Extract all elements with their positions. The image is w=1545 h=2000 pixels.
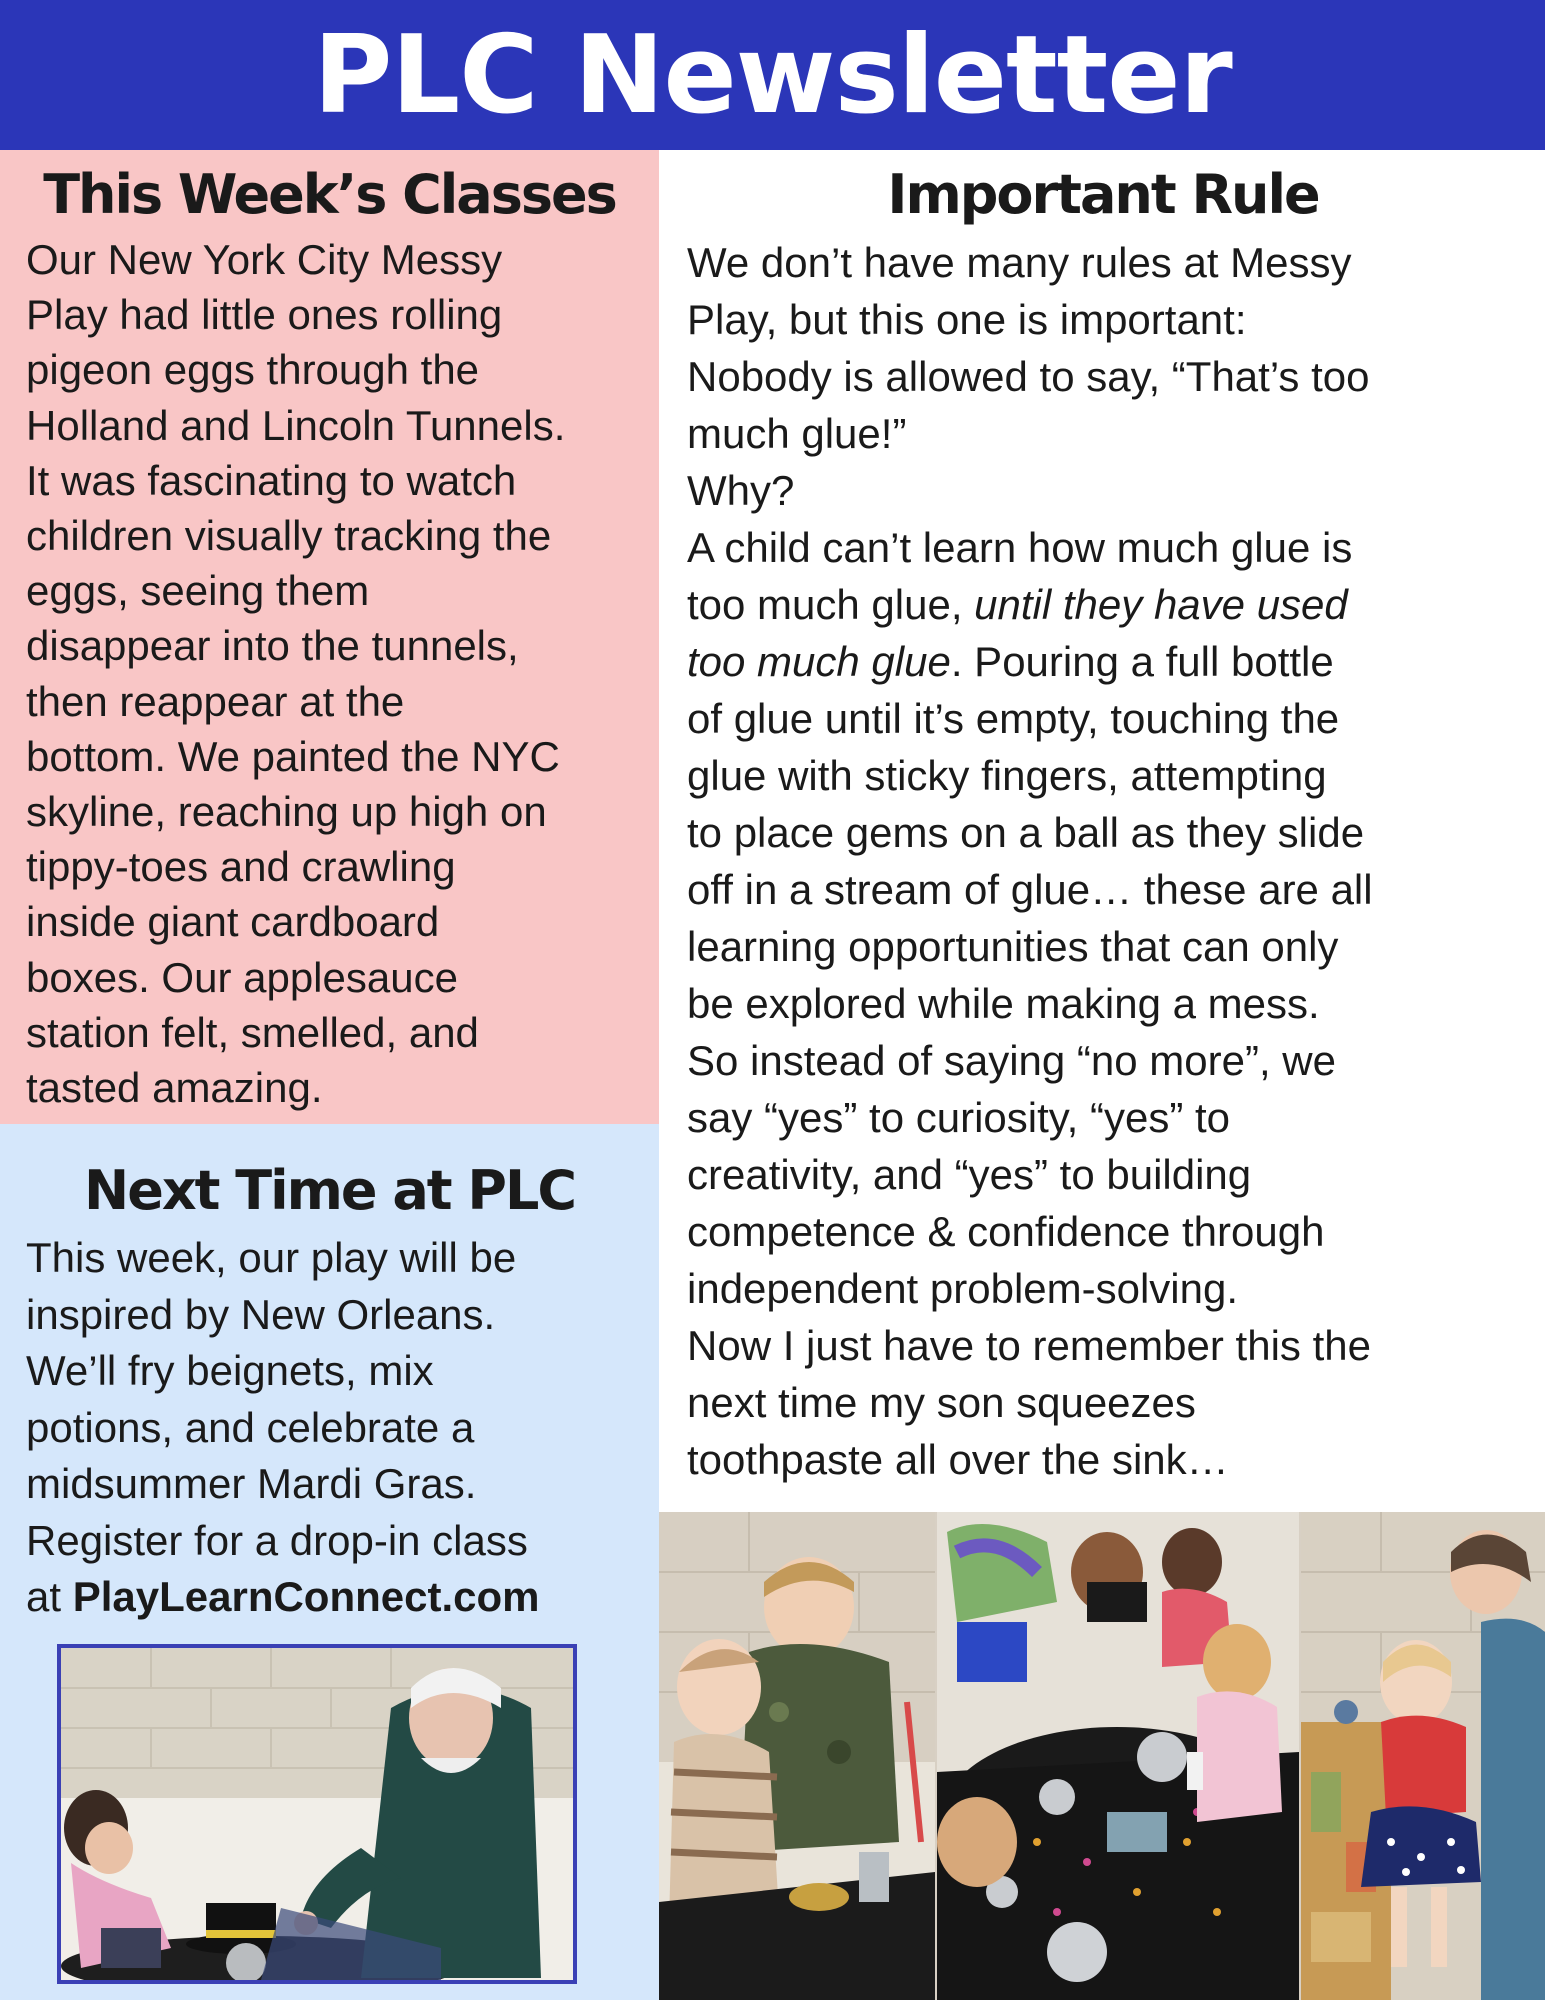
rule-body — [687, 234, 1519, 1488]
photo-child-and-grandfather — [57, 1644, 577, 1984]
rule-text-end: . Pouring a full bottle of glue until it’s empty, touching the glue with sticky fingers, attempting to place gems on a ball as they slide off in a stream of glue… these are all learning opportunities that can only be explored while making a mess. So instead of saying “no more”, we say “yes” to curiosity, “yes” to creativity, and “yes” to building competence & confidence through independent problem-solving. Now I just have to remember this the next time my son squeezes toothpaste all over the sink… — [687, 638, 1373, 1483]
rule-text-italic: until they have used too much glue — [687, 581, 1348, 685]
newsletter-title: PLC Newsletter — [313, 12, 1232, 138]
photo-collage — [659, 1512, 1545, 2000]
next-time-heading: Next Time at PLC — [84, 1159, 575, 1222]
photo-boys-at-tray — [659, 1512, 935, 2000]
classes-heading: This Week’s Classes — [43, 163, 616, 226]
next-time-text: This week, our play will be inspired by New Orleans. We’ll fry beignets, mix potions, and celebrate a midsummer Mardi Gras. Register for a drop-in class at — [26, 1234, 528, 1620]
website-link[interactable]: PlayLearnConnect.com — [72, 1573, 540, 1620]
rule-heading: Important Rule — [887, 163, 1319, 226]
this-weeks-classes-panel — [0, 150, 659, 1124]
classes-body: Our New York City Messy Play had little ones rolling pigeon eggs through the Holland and Lincoln Tunnels. It was fascinating to watch children visually tracking the eggs, seeing them disappear into the tunnels, then reappear at the bottom. We painted the NYC skyline, reaching up high on tippy-toes and crawling inside giant cardboard boxes. Our applesauce station felt, smelled, and tasted amazing. — [26, 236, 566, 1112]
rule-text-start: We don’t have many rules at Messy Play, but this one is important: Nobody is allowed to say, “That’s too much glue!” Why? A child can’t learn how much glue is too much glue, — [687, 239, 1370, 628]
newsletter-header — [0, 0, 1545, 150]
photo-kids-foil-balls — [937, 1512, 1299, 2000]
important-rule-panel — [659, 150, 1545, 1512]
photo-child-cardboard-box — [1301, 1512, 1545, 2000]
next-time-body — [26, 1230, 633, 1626]
